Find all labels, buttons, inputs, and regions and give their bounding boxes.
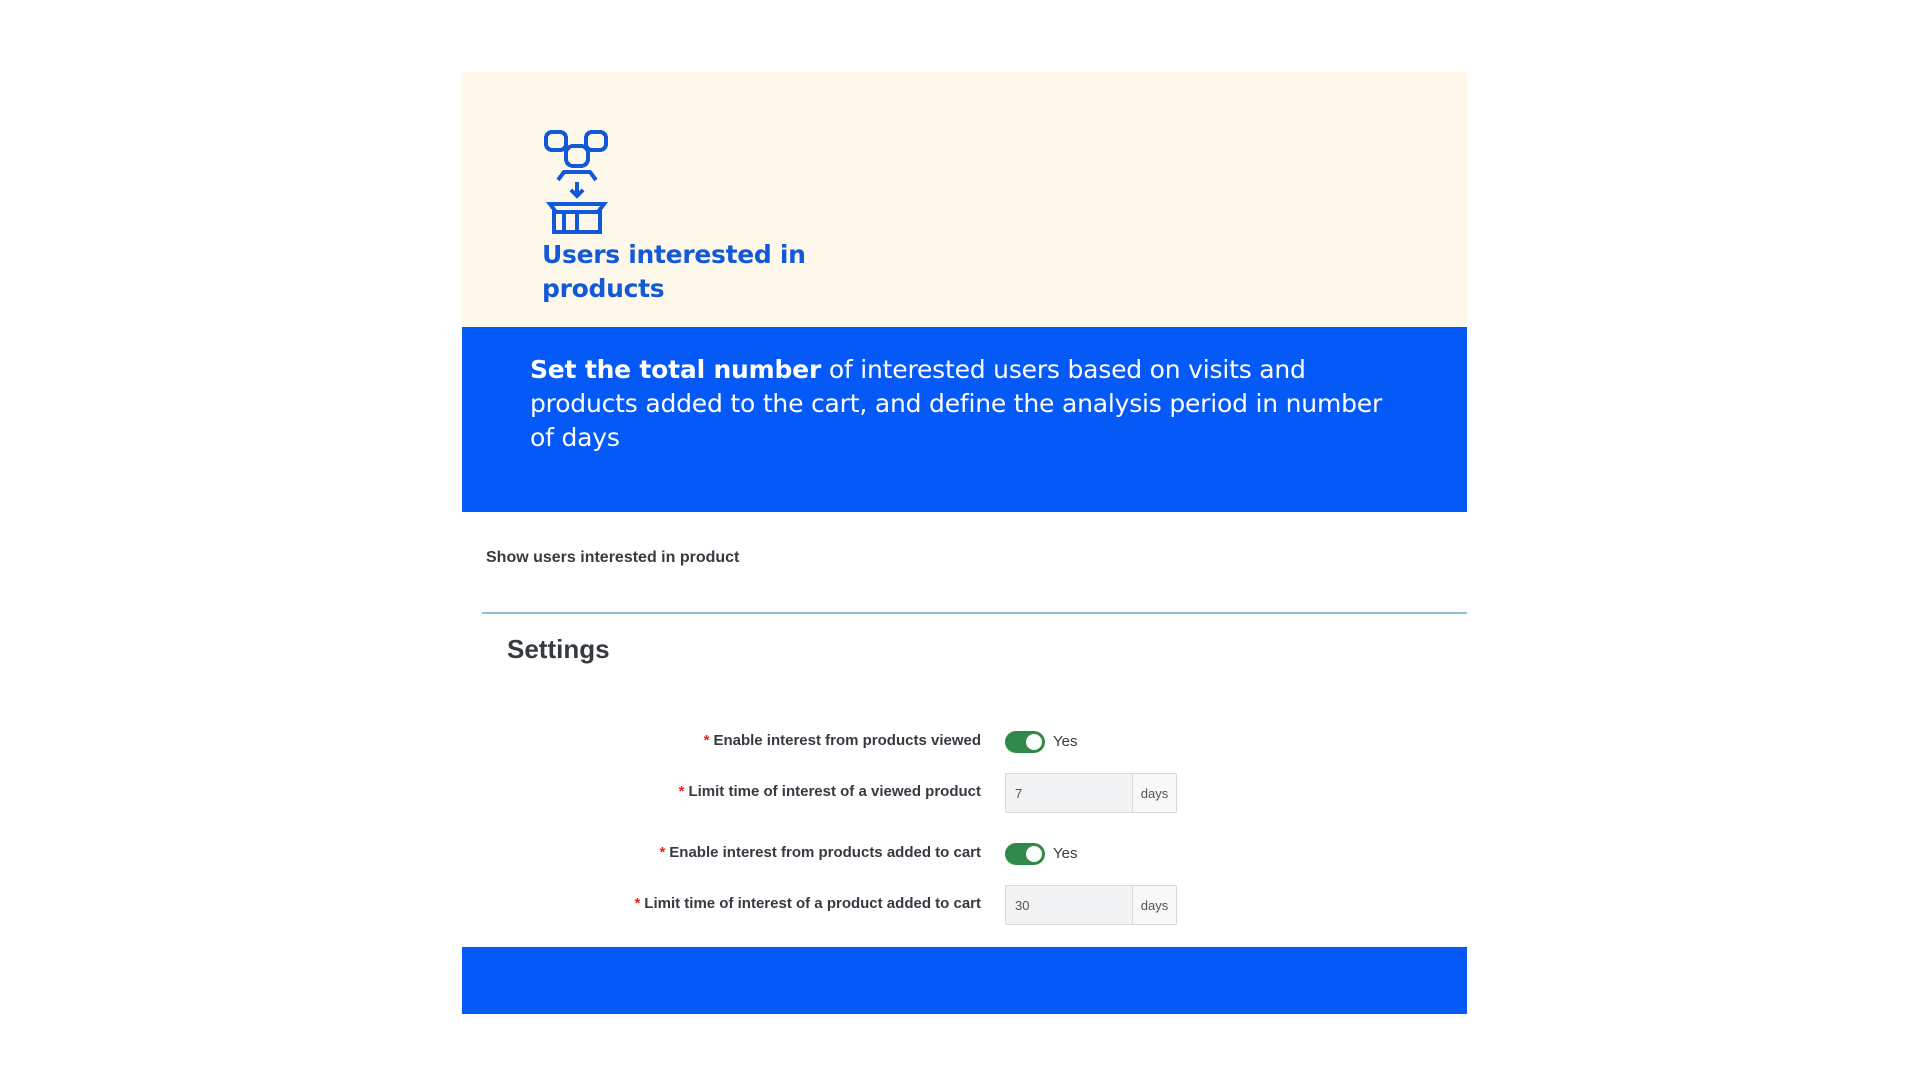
- form-label: [704, 732, 981, 749]
- users-box-icon: [542, 128, 612, 236]
- required-mark: *: [659, 844, 666, 861]
- toggle-knob: [1026, 846, 1042, 862]
- hero-section: [462, 72, 1467, 327]
- show-users-link[interactable]: Show users interested in product: [486, 549, 740, 566]
- form-row-limit-cart: [462, 885, 1467, 925]
- divider: [482, 612, 1467, 614]
- footer-bar: [462, 947, 1467, 1014]
- days-suffix: days: [1132, 774, 1176, 812]
- banner-bold-text: Set the total number: [530, 355, 822, 384]
- label-text: Limit time of interest of a viewed product: [688, 783, 981, 800]
- form-row-limit-viewed: [462, 773, 1467, 813]
- enable-viewed-toggle[interactable]: [1005, 731, 1045, 753]
- form-label: [634, 895, 981, 912]
- banner-text: [530, 353, 1410, 455]
- days-suffix: days: [1132, 886, 1176, 924]
- toggle-knob: [1026, 734, 1042, 750]
- banner-rest-text: of interested users based on visits and products added to the cart, and define the analysis period in number of days: [530, 355, 1383, 452]
- description-banner: [462, 327, 1467, 512]
- required-mark: *: [678, 783, 685, 800]
- form-row-enable-viewed: [462, 722, 1467, 762]
- label-text: Enable interest from products viewed: [713, 732, 981, 749]
- hero-title: Users interested in products: [542, 240, 806, 303]
- limit-viewed-input[interactable]: [1006, 774, 1132, 812]
- required-mark: *: [703, 732, 710, 749]
- limit-cart-input[interactable]: [1006, 886, 1132, 924]
- toggle-value-text: Yes: [1053, 733, 1078, 750]
- limit-viewed-input-group: [1005, 773, 1177, 813]
- form-row-enable-cart: [462, 834, 1467, 874]
- form-label: [679, 783, 981, 800]
- form-label: [659, 844, 981, 861]
- label-text: Enable interest from products added to cart: [669, 844, 981, 861]
- label-text: Limit time of interest of a product added to cart: [644, 895, 981, 912]
- toggle-value-text: Yes: [1053, 845, 1078, 862]
- enable-cart-toggle[interactable]: [1005, 843, 1045, 865]
- settings-title: Settings: [507, 634, 610, 664]
- module-card: [462, 72, 1467, 1014]
- required-mark: *: [634, 895, 641, 912]
- limit-cart-input-group: [1005, 885, 1177, 925]
